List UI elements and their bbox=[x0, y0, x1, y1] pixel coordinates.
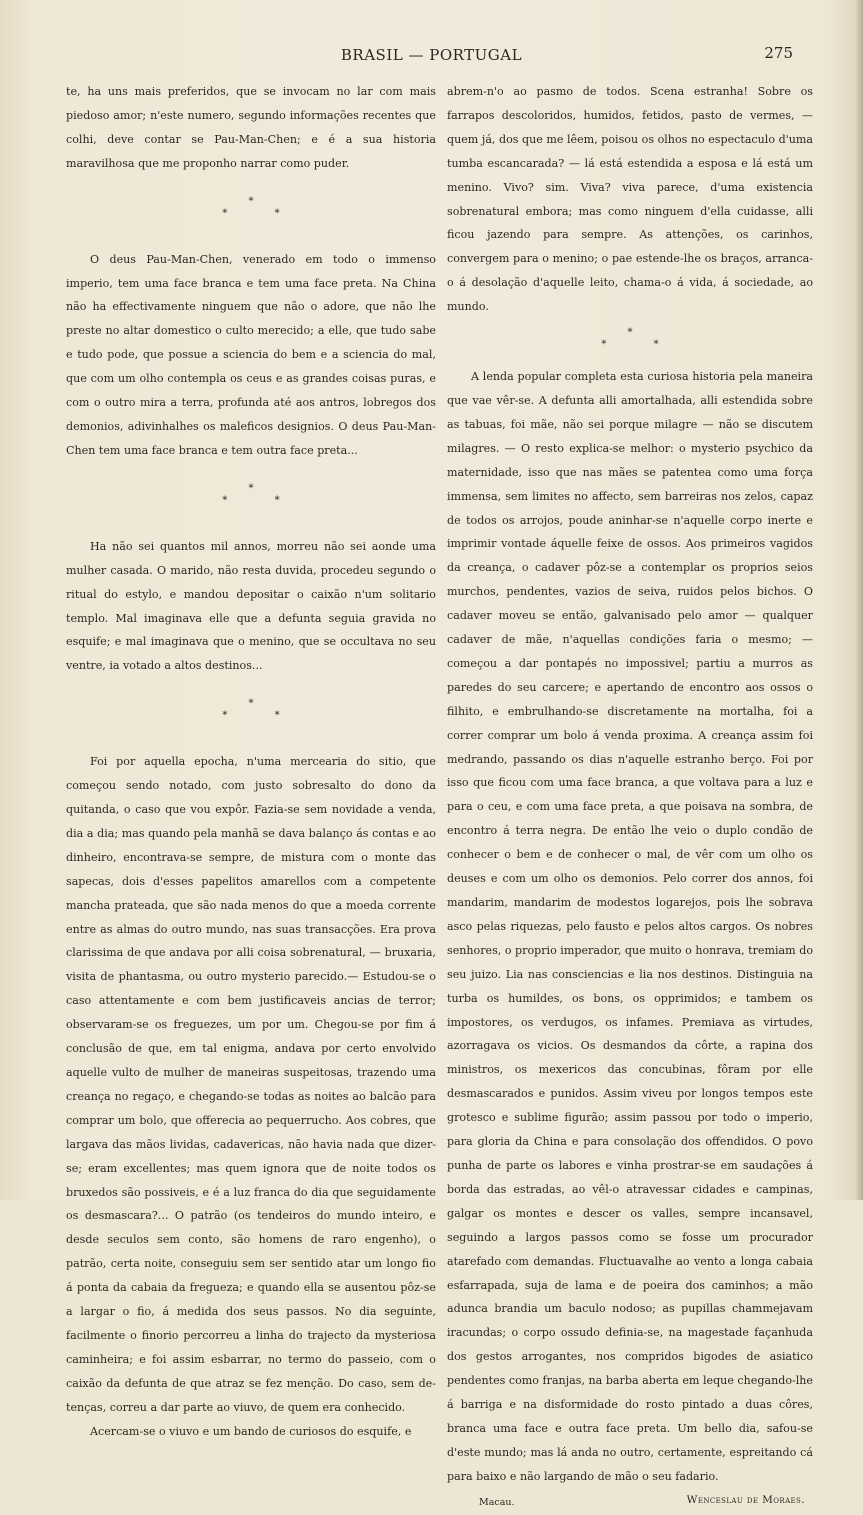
paragraph: Foi por aquella epocha, n'uma mercearia do sitio, que começou sendo notado, com justo sobresalto do dono da quitanda, o caso que vou expôr. Fazia-se sem novidade a venda, dia a dia; mas quando pela manhã se dava balanço ás contas e ao dinheiro, encontrava-se sempre, de mistura com o monte das sapecas, dois d'esses papelitos amarellos com a competente mancha prateada, que são nada menos do que a moeda corrente entre as almas do outro mundo, nas suas transacções. Era prova clarissima de que andava por alli coisa sobrenatural, — bruxaria, visita de phantasma, ou outro mysterio parecido.— Estudou-se o caso attentamente e com bem justificaveis ancias de terror; observaram-se os freguezes, um por um. Chegou-se por fim á conclusão de que, em tal enigma, andava por certo envolvido aquelle vulto de mulher de maneiras suspeitosas, trazendo uma creança no regaço, e chegando-se todas as noites ao balcão para comprar um bolo, que offerecia ao pequerrucho. Aos cobres, que largava das mãos lividas, cadavericas, não havia nada que dizer-se; eram excellentes; mas quem ignora que de noite todos os bruxedos são possiveis, e é a luz franca do dia que seguidamente os desmascara?... O patrão (os tendeiros do mundo inteiro, e desde seculos sem conto, são homens de raro engenho), o patrão, certa noite, conseguiu sem ser sentido atar um longo fio á ponta da cabaia da freguezа; e quando ella se ausentou pôz-se a largar o fio, á medida dos seus passos. No dia seguinte, facilmente o finorio percorreu a linha do trajecto da mysteriosa caminheira; e foi assim esbarrar, no termo do passeio, com o caixão da defunta de que atraz se fez menção. Do caso, sem detenças, correu a dar parte ao viuvo, de quem era conhecido. bbox=[66, 755, 436, 1414]
page-edge-shadow bbox=[855, 0, 863, 1200]
signature bbox=[447, 1489, 813, 1513]
section-separator bbox=[447, 319, 813, 365]
section-separator bbox=[66, 176, 436, 248]
paragraph: abrem-n'o ao pasmo de todos. Scena estranha! Sobre os farrapos descoloridos, humidos, fetidos, pasto de vermes, — quem já, dos que me lêem, poisou os olhos no espectaculo d'uma tumba escancarada? — lá está estendida a esposa e lá está um menino. Vivo? sim. Viva? viva parece, d'uma existencia sobrenatural embora; mas como ninguem d'ella cuidasse, alli ficou jazendo para sempre. As attenções, os carinhos, convergem para o menino; o pae estende-lhe os braços, arranca-o á desolação d'aquelle leito, chama-o á vida, á sociedade, ao mundo. bbox=[447, 85, 813, 314]
separator-star: * bbox=[248, 195, 254, 207]
paragraph: A lenda popular completa esta curiosa historia pela maneira que vae vêr-se. A defunta alli amortalhada, alli estendida sobre as tabuas, foi mãe, não sei porque milagre — não se discutem milagres. — O resto explica-se melhor: o mysterio psychico da maternidade, isso que nas mães se patentea como uma força immensa, sem limites no affecto, sem barreiras nos zelos, capaz de todos os arrojos, poude aninhar-se n'aquelle corpo inerte e imprimir vontade áquelle feixe de ossos. Aos primeiros vagidos da creança, o cadaver pôz-se a contemplar os proprios seios murchos, pendentes, vazios de seiva, ruidos pelos bichos. O cadaver moveu se então, galvanisado pelo amor — qualquer cadaver de mãe, n'aquellas condições faria o mesmo; — começou a dar pontapés no impossivel; partiu a murros as paredes do seu carcere; e apertando de encontro aos ossos o filhito, e embrulhando-se discretamente na mortalha, foi a correr comprar um bolo á venda proxima. A creança assim foi medrando, passando os dias n'aquelle estranho berço. Foi por isso que ficou com uma face branca, a que voltava para a luz e para o ceu, e com uma face preta, a que poisava na sombra, de encontro á terra negra. De então lhe veio o duplo condão de conhecer o bem e de conhecer o mal, de vêr com um olho os deuses e com um olho os demonios. Pelo correr dos annos, foi mandarim, mandarim de modestos logarejos, pois lhe sobrava asco pelas riquezas, pelo fausto e pelos altos cargos. Os nobres senhores, o proprio imperador, que muito o honrava, tremiam do seu juizo. Lia nas consciencias e lia nos destinos. Distinguia na turba os humildes, os bons, os opprimidos; e tambem os impostores, os verdugos, os infames. Premiava as virtudes, azorragava os vicios. Os desmandos da côrte, a rapina dos ministros, os mexericos das concubinas, fôram por elle desmascarados e punidos. Assim viveu por longos tempos este grotesco e sublime figurão; assim passou por todo o imperio, para gloria da China e para consolação dos offendidos. O povo punha de parte os labores e vinha prostrar-se em saudações á borda das estradas, ao vêl-o atravessar cidades e campinas, galgar os montes e descer os valles, sempre incansavel, seguindo a largos passos como se fosse um procurador atarefado com demandas. Fluctuavalhe ao vento a longa cabaia esfarrapada, suja de lama e de poeira dos caminhos; a mão adunca brandia um baculo nodoso; as pupillas chammejavam iracundas; o corpo ossudo definia-se, na magestade façanhuda dos gestos arrogantes, nos compridos bigodes de asiatico pendentes como franjas, na barba aberta em leque chegando-lhe á barriga e na disformidade do rosto pintado a duas côres, branca uma face e outra face preta. Um bello dia, safou-se d'este mundo; mas lá anda no outro, certamente, espreitando cá para baixo e não largando de mão o seu fadario. bbox=[447, 370, 813, 1483]
separator-stars: * * bbox=[222, 494, 302, 506]
separator-stars: * * bbox=[222, 207, 302, 219]
section-separator bbox=[66, 463, 436, 535]
paragraph: te, ha uns mais preferidos, que se invocam no lar com mais piedoso amor; n'este numero, segundo informações recentes que colhi, deve contar se Pau-Man-Chen; e é a sua historia maravilhosa que me proponho narrar como puder. bbox=[66, 85, 436, 170]
separator-star: * bbox=[248, 482, 254, 494]
page-number: 275 bbox=[764, 44, 793, 62]
paragraph: Acercam-se o viuvo e um bando de curiosos do esquife, e bbox=[90, 1424, 412, 1438]
page-header bbox=[0, 44, 863, 66]
paragraph: O deus Pau-Man-Chen, venerado em todo o immenso imperio, tem uma face branca e tem uma face preta. Na China não ha effectivamente ninguem que não o adore, que não lhe preste no altar domestico o culto merecido; a elle, que tudo sabe e tudo pode, que possue a sciencia do bem e a sciencia do mal, que com um olho contempla os ceus e as grandes coisas puras, e com o outro mira a terra, profunda até aos antros, lobregos dos demonios, adivinhalhes os maleficos designios. O deus Pau-Man-Chen tem uma face branca e tem outra face preta... bbox=[66, 252, 436, 457]
separator-star: * bbox=[627, 327, 633, 339]
section-separator bbox=[66, 678, 436, 750]
separator-stars: * * bbox=[222, 710, 302, 722]
paragraph: Ha não sei quantos mil annos, morreu não sei aonde uma mulher casada. O marido, não resta duvida, procedeu segundo o ritual do estylo, e mandou depositar o caixão n'um solitario templo. Mal imaginava elle que a defunta seguia gravida no esquife; e mal imaginava que o menino, que se occultava no seu ventre, ia votado a altos destinos... bbox=[66, 539, 436, 673]
signature-author: Wenceslau de Moraes. bbox=[686, 1493, 805, 1506]
separator-stars: * * bbox=[601, 339, 681, 351]
left-column bbox=[66, 80, 436, 1444]
journal-title: BRASIL — PORTUGAL bbox=[340, 46, 523, 64]
separator-star: * bbox=[248, 698, 254, 710]
right-column bbox=[447, 80, 813, 1513]
signature-place: Macau. bbox=[479, 1496, 515, 1508]
